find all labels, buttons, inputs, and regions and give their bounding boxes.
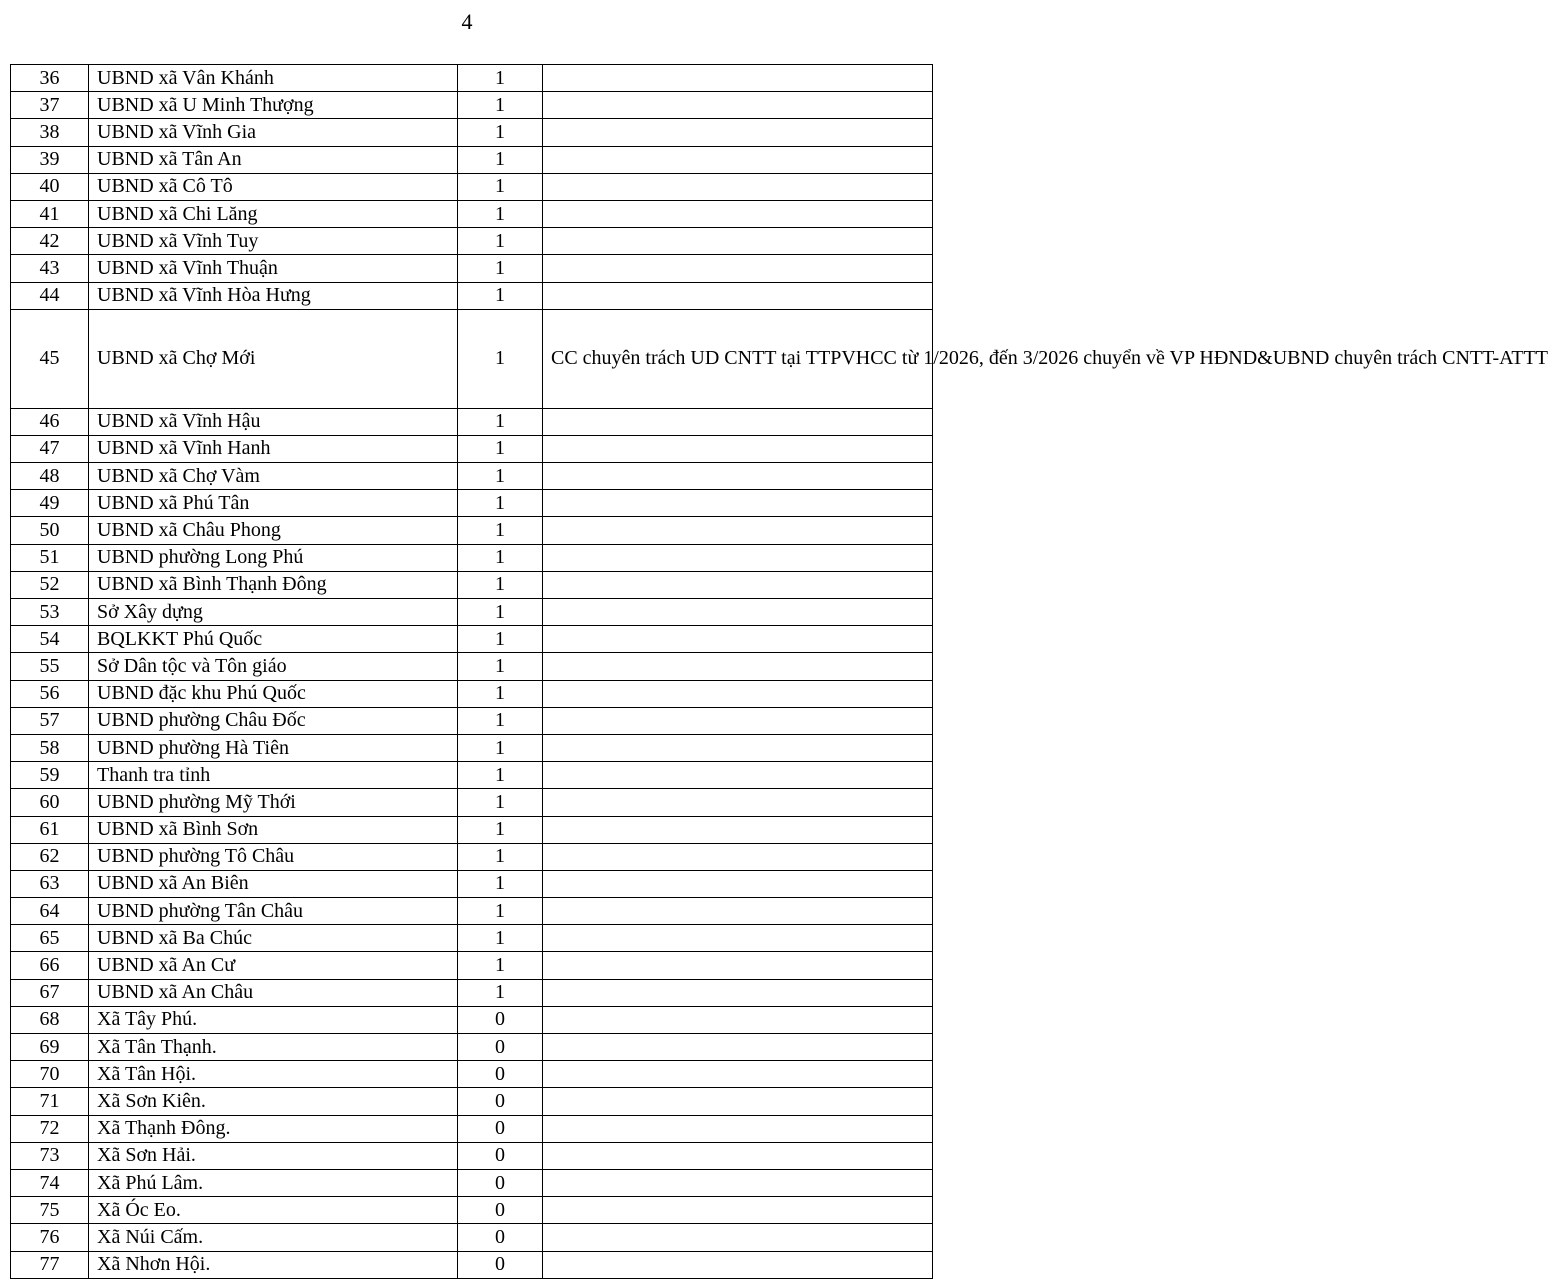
row-number: 40 <box>11 173 89 200</box>
note <box>543 490 933 517</box>
quantity: 1 <box>458 680 543 707</box>
quantity: 1 <box>458 228 543 255</box>
note <box>543 680 933 707</box>
note <box>543 255 933 282</box>
quantity: 1 <box>458 282 543 309</box>
table-row <box>11 571 933 598</box>
note <box>543 517 933 544</box>
row-number: 58 <box>11 734 89 761</box>
row-number: 53 <box>11 599 89 626</box>
note <box>543 544 933 571</box>
table-row <box>11 925 933 952</box>
note <box>543 898 933 925</box>
table-row <box>11 979 933 1006</box>
unit-name: Xã Thạnh Đông. <box>89 1115 458 1142</box>
table-row <box>11 707 933 734</box>
note <box>543 1142 933 1169</box>
quantity: 1 <box>458 599 543 626</box>
table-row <box>11 309 933 408</box>
row-number: 68 <box>11 1006 89 1033</box>
row-number: 67 <box>11 979 89 1006</box>
unit-name: UBND đặc khu Phú Quốc <box>89 680 458 707</box>
table-row <box>11 680 933 707</box>
unit-name: UBND xã Bình Sơn <box>89 816 458 843</box>
quantity: 1 <box>458 435 543 462</box>
unit-name: Xã Nhơn Hội. <box>89 1251 458 1278</box>
table-row <box>11 146 933 173</box>
row-number: 46 <box>11 408 89 435</box>
table-row <box>11 255 933 282</box>
unit-name: UBND xã Châu Phong <box>89 517 458 544</box>
quantity: 0 <box>458 1251 543 1278</box>
row-number: 59 <box>11 762 89 789</box>
note <box>543 228 933 255</box>
quantity: 1 <box>458 979 543 1006</box>
note <box>543 952 933 979</box>
quantity: 1 <box>458 843 543 870</box>
row-number: 66 <box>11 952 89 979</box>
row-number: 65 <box>11 925 89 952</box>
table-row <box>11 119 933 146</box>
row-number: 36 <box>11 65 89 92</box>
table-row <box>11 599 933 626</box>
table-row <box>11 1115 933 1142</box>
quantity: 1 <box>458 173 543 200</box>
row-number: 54 <box>11 626 89 653</box>
note <box>543 1224 933 1251</box>
quantity: 1 <box>458 146 543 173</box>
row-number: 76 <box>11 1224 89 1251</box>
table-row <box>11 1224 933 1251</box>
unit-name: UBND xã Vĩnh Gia <box>89 119 458 146</box>
quantity: 1 <box>458 816 543 843</box>
note <box>543 843 933 870</box>
unit-name: UBND xã An Cư <box>89 952 458 979</box>
unit-name: UBND phường Tô Châu <box>89 843 458 870</box>
note <box>543 435 933 462</box>
table-row <box>11 544 933 571</box>
unit-name: UBND phường Tân Châu <box>89 898 458 925</box>
page-number: 4 <box>461 9 473 34</box>
note <box>543 653 933 680</box>
row-number: 41 <box>11 200 89 227</box>
unit-name: UBND phường Long Phú <box>89 544 458 571</box>
table-row <box>11 1061 933 1088</box>
quantity: 1 <box>458 255 543 282</box>
unit-name: UBND xã Vĩnh Hòa Hưng <box>89 282 458 309</box>
table-row <box>11 789 933 816</box>
table-row <box>11 408 933 435</box>
unit-name: UBND xã Chợ Vàm <box>89 463 458 490</box>
row-number: 70 <box>11 1061 89 1088</box>
quantity: 1 <box>458 65 543 92</box>
unit-name: UBND xã An Châu <box>89 979 458 1006</box>
note <box>543 979 933 1006</box>
table-row <box>11 762 933 789</box>
row-number: 74 <box>11 1169 89 1196</box>
note <box>543 1115 933 1142</box>
table-row <box>11 1169 933 1196</box>
quantity: 1 <box>458 626 543 653</box>
unit-name: Xã Tân Hội. <box>89 1061 458 1088</box>
unit-name: UBND xã Tân An <box>89 146 458 173</box>
table-row <box>11 870 933 897</box>
unit-name: UBND xã Vĩnh Hậu <box>89 408 458 435</box>
table-row <box>11 1142 933 1169</box>
table-row <box>11 517 933 544</box>
quantity: 0 <box>458 1006 543 1033</box>
quantity: 1 <box>458 952 543 979</box>
row-number: 64 <box>11 898 89 925</box>
quantity: 0 <box>458 1115 543 1142</box>
table-row <box>11 65 933 92</box>
note <box>543 1034 933 1061</box>
unit-name: Xã Sơn Hải. <box>89 1142 458 1169</box>
table-row <box>11 1251 933 1278</box>
unit-name: UBND xã Vĩnh Tuy <box>89 228 458 255</box>
quantity: 1 <box>458 571 543 598</box>
row-number: 47 <box>11 435 89 462</box>
quantity: 1 <box>458 490 543 517</box>
unit-name: Xã Sơn Kiên. <box>89 1088 458 1115</box>
note <box>543 1006 933 1033</box>
unit-name: Xã Tây Phú. <box>89 1006 458 1033</box>
row-number: 62 <box>11 843 89 870</box>
table-row <box>11 1088 933 1115</box>
note <box>543 762 933 789</box>
row-number: 60 <box>11 789 89 816</box>
quantity: 0 <box>458 1197 543 1224</box>
note <box>543 1251 933 1278</box>
row-number: 61 <box>11 816 89 843</box>
table-row <box>11 1197 933 1224</box>
note <box>543 571 933 598</box>
unit-name: UBND xã Vĩnh Thuận <box>89 255 458 282</box>
unit-name: Xã Tân Thạnh. <box>89 1034 458 1061</box>
row-number: 57 <box>11 707 89 734</box>
unit-name: BQLKKT Phú Quốc <box>89 626 458 653</box>
table-row <box>11 173 933 200</box>
note <box>543 65 933 92</box>
table-row <box>11 490 933 517</box>
row-number: 44 <box>11 282 89 309</box>
quantity: 1 <box>458 789 543 816</box>
row-number: 51 <box>11 544 89 571</box>
quantity: 0 <box>458 1142 543 1169</box>
table-body <box>11 65 1548 1279</box>
quantity: 1 <box>458 870 543 897</box>
note <box>543 92 933 119</box>
note <box>543 408 933 435</box>
unit-name: UBND phường Châu Đốc <box>89 707 458 734</box>
quantity: 1 <box>458 92 543 119</box>
quantity: 0 <box>458 1169 543 1196</box>
table-row <box>11 626 933 653</box>
table-row <box>11 816 933 843</box>
row-number: 45 <box>11 309 89 408</box>
quantity: 0 <box>458 1088 543 1115</box>
quantity: 0 <box>458 1224 543 1251</box>
unit-name: Sở Dân tộc và Tôn giáo <box>89 653 458 680</box>
unit-name: UBND xã Chợ Mới <box>89 309 458 408</box>
note <box>543 707 933 734</box>
row-number: 42 <box>11 228 89 255</box>
quantity: 0 <box>458 1034 543 1061</box>
note <box>543 870 933 897</box>
row-number: 38 <box>11 119 89 146</box>
quantity: 1 <box>458 762 543 789</box>
quantity: 1 <box>458 517 543 544</box>
quantity: 1 <box>458 544 543 571</box>
note <box>543 925 933 952</box>
unit-name: UBND xã Phú Tân <box>89 490 458 517</box>
note <box>543 734 933 761</box>
row-number: 48 <box>11 463 89 490</box>
table-row <box>11 1034 933 1061</box>
quantity: 1 <box>458 898 543 925</box>
unit-name: UBND phường Hà Tiên <box>89 734 458 761</box>
note <box>543 1088 933 1115</box>
unit-name: Xã Núi Cấm. <box>89 1224 458 1251</box>
row-number: 63 <box>11 870 89 897</box>
note <box>543 119 933 146</box>
quantity: 1 <box>458 653 543 680</box>
quantity: 1 <box>458 925 543 952</box>
row-number: 43 <box>11 255 89 282</box>
quantity: 1 <box>458 200 543 227</box>
table-row <box>11 898 933 925</box>
note <box>543 626 933 653</box>
quantity: 0 <box>458 1061 543 1088</box>
unit-name: UBND xã An Biên <box>89 870 458 897</box>
quantity: 1 <box>458 408 543 435</box>
note <box>543 146 933 173</box>
note: CC chuyên trách UD CNTT tại TTPVHCC từ 1/2026, đến 3/2026 chuyển về VP HĐND&UBND chuyên trách CNTT-ATTT <box>543 309 933 408</box>
row-number: 77 <box>11 1251 89 1278</box>
row-number: 55 <box>11 653 89 680</box>
row-number: 37 <box>11 92 89 119</box>
note <box>543 816 933 843</box>
table-row <box>11 200 933 227</box>
note <box>543 463 933 490</box>
unit-name: Sở Xây dựng <box>89 599 458 626</box>
row-number: 69 <box>11 1034 89 1061</box>
table-row <box>11 952 933 979</box>
row-number: 72 <box>11 1115 89 1142</box>
quantity: 1 <box>458 707 543 734</box>
table-row <box>11 463 933 490</box>
note <box>543 789 933 816</box>
unit-name: UBND xã Bình Thạnh Đông <box>89 571 458 598</box>
unit-name: UBND xã Cô Tô <box>89 173 458 200</box>
table-row <box>11 734 933 761</box>
table-row <box>11 653 933 680</box>
table-row <box>11 435 933 462</box>
row-number: 52 <box>11 571 89 598</box>
row-number: 39 <box>11 146 89 173</box>
note <box>543 1061 933 1088</box>
row-number: 71 <box>11 1088 89 1115</box>
unit-table <box>10 64 1548 1279</box>
table-row <box>11 228 933 255</box>
unit-name: Thanh tra tỉnh <box>89 762 458 789</box>
table-row <box>11 92 933 119</box>
row-number: 49 <box>11 490 89 517</box>
table-row <box>11 282 933 309</box>
quantity: 1 <box>458 119 543 146</box>
note <box>543 1197 933 1224</box>
note <box>543 200 933 227</box>
unit-name: UBND xã Chi Lăng <box>89 200 458 227</box>
note <box>543 282 933 309</box>
row-number: 75 <box>11 1197 89 1224</box>
quantity: 1 <box>458 463 543 490</box>
unit-name: UBND xã U Minh Thượng <box>89 92 458 119</box>
row-number: 50 <box>11 517 89 544</box>
quantity: 1 <box>458 734 543 761</box>
note <box>543 1169 933 1196</box>
unit-name: UBND phường Mỹ Thới <box>89 789 458 816</box>
unit-name: Xã Phú Lâm. <box>89 1169 458 1196</box>
unit-name: UBND xã Vĩnh Hanh <box>89 435 458 462</box>
note <box>543 599 933 626</box>
row-number: 56 <box>11 680 89 707</box>
unit-name: UBND xã Ba Chúc <box>89 925 458 952</box>
unit-name: UBND xã Vân Khánh <box>89 65 458 92</box>
note <box>543 173 933 200</box>
table-row <box>11 843 933 870</box>
unit-name: Xã Óc Eo. <box>89 1197 458 1224</box>
quantity: 1 <box>458 309 543 408</box>
row-number: 73 <box>11 1142 89 1169</box>
table-row <box>11 1006 933 1033</box>
